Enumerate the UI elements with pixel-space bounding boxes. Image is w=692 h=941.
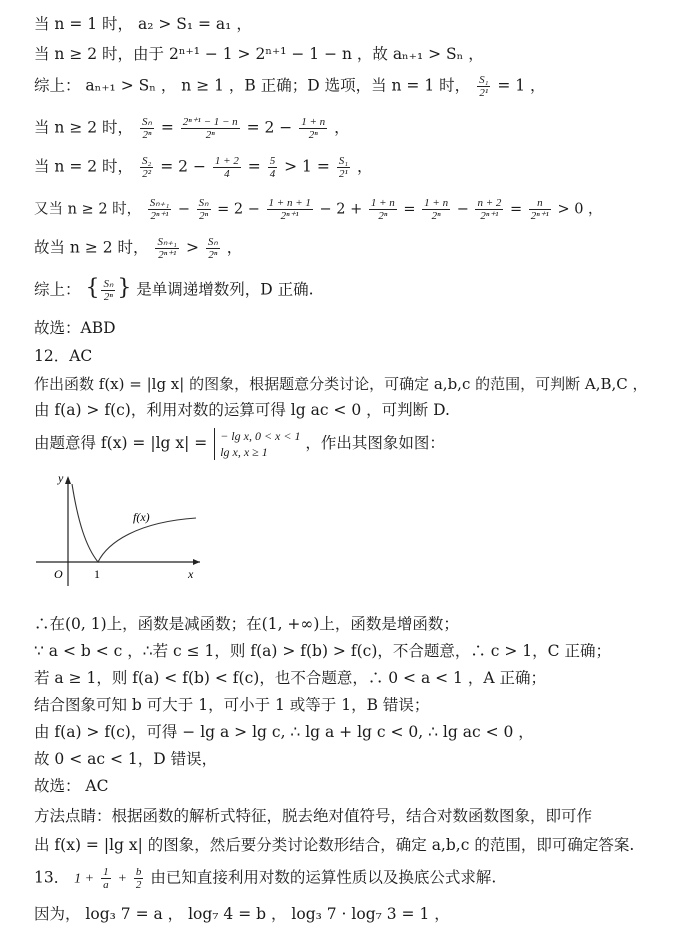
- line-7: 故当 n ≥ 2 时， $\frac{\text{Sₙ₊₁}}{\text{2ⁿ⁺¹}}$ > $\frac{\text{Sₙ}}{\text{2ⁿ}}$ ，: [34, 236, 243, 261]
- line-6-text: 又当 n ≥ 2 时，: [34, 201, 142, 218]
- line-3-end: = 1 ，: [497, 76, 546, 95]
- line-23-b: +: [117, 871, 127, 887]
- line-11: 作出函数 f(x) = |lg x| 的图象，根据题意分类讨论，可确定 a,b,c 的范围，可判断 A,B,C ，: [34, 375, 648, 393]
- fraction-1-a: $\frac{1}{a}$: [103, 866, 109, 891]
- line-21: 方法点睛：根据函数的解析式特征，脱去绝对值符号，结合对数函数图象，即可作: [34, 807, 593, 825]
- line-1: 当 n = 1 时， a₂ > S₁ = a₁ ，: [34, 15, 252, 33]
- line-17: 结合图象可知 b 可大于 1，可小于 1 或等于 1，B 错误；: [34, 696, 430, 714]
- line-5-mid2: =: [247, 157, 261, 176]
- line-3: [34, 74, 546, 99]
- line-4-text: 当 n ≥ 2 时，: [34, 118, 134, 137]
- line-23-a: 1 +: [74, 871, 95, 887]
- line-10: 12．AC: [34, 347, 93, 365]
- line-16: 若 a ≥ 1，则 f(a) < f(b) < f(c)，也不合题意，∴ 0 < a < 1 ，A 正确；: [34, 669, 546, 687]
- fraction-1n-b: $\frac{1 + n}{\text{2ⁿ}}$: [424, 197, 449, 222]
- line-5-end: ，: [357, 157, 373, 176]
- line-2: 当 n ≥ 2 时，由于 2ⁿ⁺¹ − 1 > 2ⁿ⁺¹ − 1 − n ，故 aₙ₊₁ > Sₙ ，: [34, 45, 484, 63]
- fraction-sn1: $\frac{\text{Sₙ₊₁}}{\text{2ⁿ⁺¹}}$: [149, 197, 170, 222]
- fraction-n: $\frac{n}{\text{2ⁿ⁺¹}}$: [530, 197, 549, 222]
- line-14: ∴在(0, 1)上，函数是减函数；在(1, +∞)上，函数是增函数；: [34, 615, 459, 633]
- x-axis-arrow: [193, 559, 200, 565]
- fraction-sn-over-2n: $\frac{\text{Sₙ}}{\text{2ⁿ}}$: [141, 116, 152, 141]
- line-9: 故选：ABD: [34, 319, 116, 337]
- piecewise-case-2: lg x, x ≥ 1: [220, 445, 268, 459]
- line-8-text: 综上：: [34, 280, 81, 299]
- line-13-end: ，作出其图象如图：: [305, 434, 445, 452]
- fraction-sn1-b: $\frac{\text{Sₙ₊₁}}{\text{2ⁿ⁺¹}}$: [157, 236, 177, 261]
- line-19: 故 0 < ac < 1，D 错误，: [34, 750, 218, 768]
- y-axis-arrow: [65, 476, 71, 484]
- fraction-n2: $\frac{n + 2}{\text{2ⁿ⁺¹}}$: [477, 197, 502, 222]
- line-24: 因为， log₃ 7 = a ， log₇ 4 = b ， log₃ 7 · log₇ 3 = 1 ，: [34, 905, 450, 923]
- line-4: 当 n ≥ 2 时， $\frac{\text{Sₙ}}{\text{2ⁿ}}$ = $\frac{\text{2ⁿ⁺¹ − 1 − n}}{\text{2ⁿ}}$ = 2 − $\frac{1 + n}{\text{2ⁿ}}$ ，: [34, 116, 350, 141]
- fraction-sn-b: $\frac{\text{Sₙ}}{\text{2ⁿ}}$: [207, 236, 218, 261]
- line-23: [34, 866, 496, 891]
- fraction-1n1: $\frac{1 + n + 1}{\text{2ⁿ⁺¹}}$: [268, 197, 311, 222]
- line-20: 故选： AC: [34, 777, 109, 795]
- fraction-sn: $\frac{\text{Sₙ}}{\text{2ⁿ}}$: [198, 197, 209, 222]
- line-23-end: 由已知直接利用对数的运算性质以及换底公式求解.: [150, 868, 497, 887]
- fraction-expr: $\frac{\text{2ⁿ⁺¹ − 1 − n}}{\text{2ⁿ}}$: [182, 116, 238, 141]
- fraction-1n: $\frac{1 + n}{\text{2ⁿ}}$: [301, 116, 326, 141]
- origin-label: O: [54, 567, 63, 581]
- fraction-seq: $\frac{\text{Sₙ}}{\text{2ⁿ}}$: [103, 278, 114, 303]
- function-graph: [28, 472, 208, 592]
- line-6-end: > 0 ，: [557, 201, 603, 218]
- fraction-s2: $\frac{\text{S₂}}{\text{2²}}$: [141, 155, 152, 180]
- y-label: y: [58, 472, 64, 485]
- piecewise-case-1: − lg x, 0 < x < 1: [220, 429, 301, 443]
- fraction-5-4: $\frac{5}{4}$: [269, 155, 276, 180]
- line-23-num: 13．: [34, 868, 70, 887]
- fraction-s1b: $\frac{\text{S₁}}{\text{2¹}}$: [338, 155, 349, 180]
- line-12: 由 f(a) > f(c)，利用对数的运算可得 lg ac < 0 ，可判断 D.: [34, 401, 450, 419]
- line-5-text: 当 n = 2 时，: [34, 157, 134, 176]
- line-8: 综上： { $\frac{\text{Sₙ}}{\text{2ⁿ}}$ } 是单调递增数列，D 正确.: [34, 275, 314, 303]
- line-3-text: 综上： aₙ₊₁ > Sₙ ， n ≥ 1 ，B 正确；D 选项，当 n = 1 时，: [34, 76, 471, 95]
- line-4-mid: = 2 −: [246, 118, 293, 137]
- tick-label-1: 1: [94, 567, 100, 581]
- x-label: x: [188, 567, 194, 581]
- piecewise: [214, 428, 300, 460]
- line-6-mid1: = 2 −: [217, 201, 260, 218]
- line-15: ∵ a < b < c ，∴若 c ≤ 1，则 f(a) > f(b) > f(c)，不合题意，∴ c > 1，C 正确；: [34, 642, 611, 660]
- line-7-end: ，: [226, 238, 243, 257]
- curve-label: f(x): [133, 510, 150, 524]
- fraction-1n-a: $\frac{1 + n}{\text{2ⁿ}}$: [370, 197, 395, 222]
- line-8-end: 是单调递增数列，D 正确.: [136, 280, 314, 299]
- line-18: 由 f(a) > f(c)，可得 − lg a > lg c, ∴ lg a + lg c < 0, ∴ lg ac < 0 ，: [34, 723, 534, 741]
- line-7-text: 故当 n ≥ 2 时，: [34, 238, 149, 257]
- line-5-mid1: = 2 −: [160, 157, 206, 176]
- line-13-text: 由题意得 f(x) = |lg x| =: [34, 434, 208, 452]
- line-6-mid2: − 2 +: [319, 201, 363, 218]
- line-13: [34, 428, 445, 460]
- fraction-b-2: $\frac{b}{2}$: [135, 866, 142, 891]
- line-6: 又当 n ≥ 2 时， $\frac{\text{Sₙ₊₁}}{\text{2ⁿ⁺¹}}$ − $\frac{\text{Sₙ}}{\text{2ⁿ}}$ = 2 − $\frac{1 + n + 1}{\text{2ⁿ⁺¹}}$ − 2 + $\frac{1 + n}{\text{2ⁿ}}$ = $\frac{1 + n}{\text{2ⁿ}}$ − $\frac{n + 2}{\text{2ⁿ⁺¹}}$ = $\frac{n}{\text{2ⁿ⁺¹}}$ > 0 ，: [34, 197, 603, 222]
- fraction-12-4: $\frac{1 + 2}{4}$: [214, 155, 239, 180]
- line-4-end: ，: [334, 118, 350, 137]
- line-5-mid3: > 1 =: [284, 157, 330, 176]
- line-5: [34, 155, 373, 180]
- line-22: 出 f(x) = |lg x| 的图象，然后要分类讨论数形结合，确定 a,b,c 的范围，即可确定答案.: [34, 836, 635, 854]
- fraction-s1-over-2: $\frac{\text{S₁}}{\text{2¹}}$: [479, 74, 489, 99]
